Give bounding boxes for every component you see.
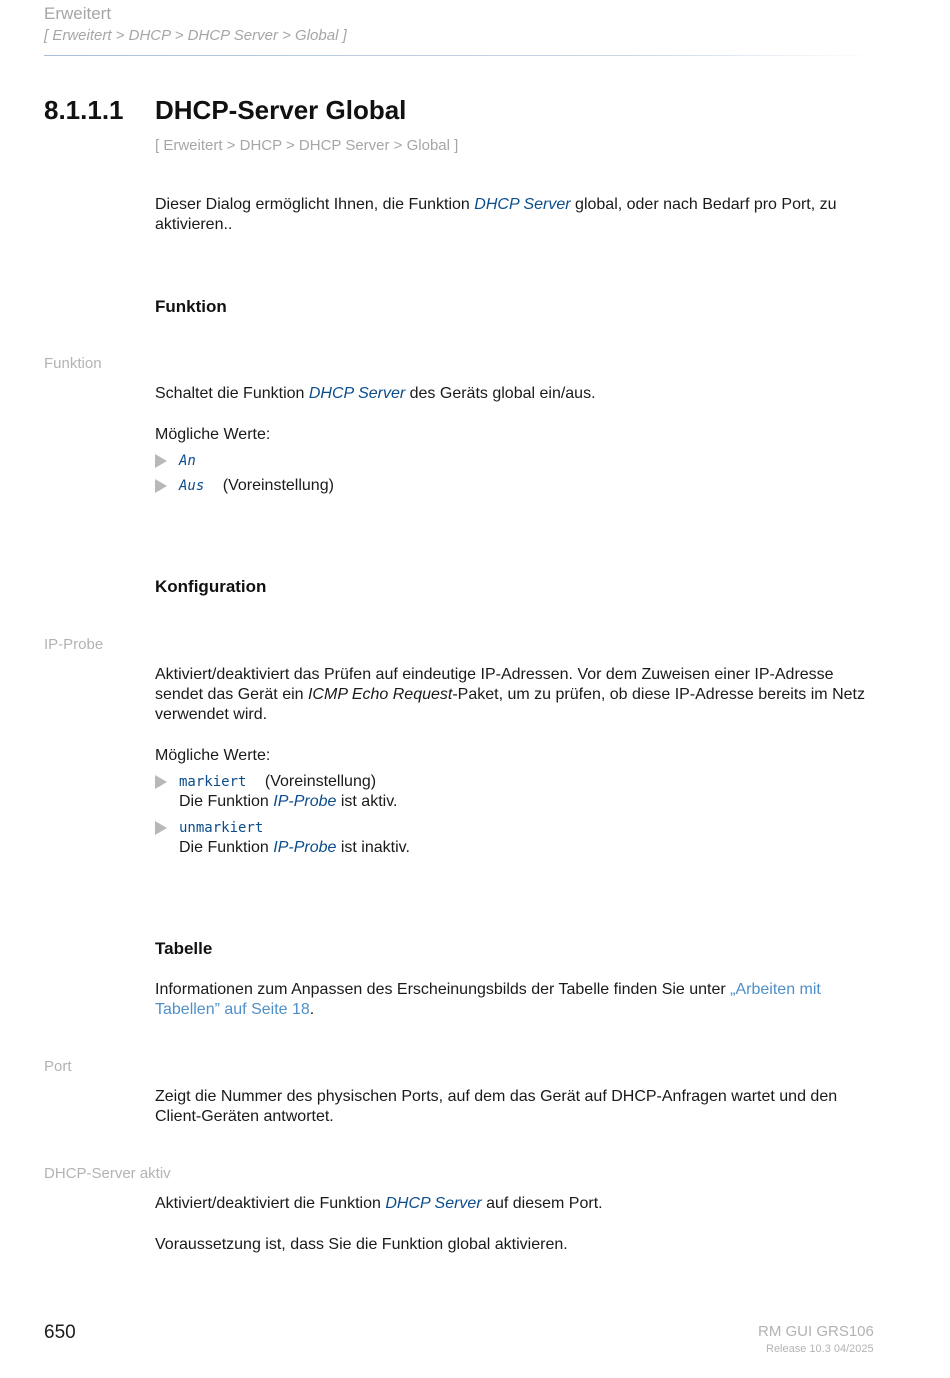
ip-probe-side-label: IP-Probe [44, 636, 104, 653]
funktion-heading: Funktion [155, 297, 227, 316]
funktion-value-note: (Voreinstellung) [222, 477, 334, 494]
intro-text-before: Dieser Dialog ermöglicht Ihnen, die Funktion [155, 196, 475, 213]
ip-probe-values-label: Mögliche Werte: [155, 747, 271, 764]
triangle-bullet-icon [155, 821, 167, 835]
dhcp-aktiv-desc-before: Aktiviert/deaktiviert die Funktion [155, 1195, 386, 1212]
ip-probe-desc-term: ICMP Echo Request [307, 686, 453, 703]
funktion-value: An [179, 453, 196, 469]
dhcp-server-aktiv-note: Voraussetzung ist, dass Sie die Funktion global aktivieren. [155, 1236, 568, 1253]
funktion-desc-term: DHCP Server [308, 385, 406, 402]
dhcp-server-aktiv-description [155, 1194, 885, 1214]
tabelle-desc-after: . [309, 1001, 315, 1018]
tabelle-link[interactable]: „Arbeiten mit Tabellen” auf Seite 18 [155, 981, 821, 1018]
running-header-breadcrumb: [ Erweitert > DHCP > DHCP Server > Global ] [44, 27, 347, 44]
ip-probe-value-desc-after: ist inaktiv. [336, 839, 410, 856]
intro-term: DHCP Server [474, 196, 571, 213]
ip-probe-value-desc-before: Die Funktion [179, 839, 274, 856]
ip-probe-value: unmarkiert [179, 820, 264, 836]
port-side-label: Port [44, 1058, 72, 1075]
page-number: 650 [44, 1322, 76, 1343]
tabelle-desc-before: Informationen zum Anpassen des Erscheinungsbilds der Tabelle finden Sie unter [155, 981, 731, 998]
ip-probe-desc-before: Aktiviert/deaktiviert das Prüfen auf eindeutige IP-Adressen. Vor dem Zuweisen einer IP-Adresse sendet das Gerät ein [155, 666, 834, 703]
ip-probe-value-desc-term: IP-Probe [273, 839, 337, 856]
triangle-bullet-icon [155, 775, 167, 789]
intro-text-after: global, oder nach Bedarf pro Port, zu aktivieren.. [155, 196, 837, 233]
ip-probe-value-note: (Voreinstellung) [264, 773, 377, 790]
document-name: RM GUI GRS106 [758, 1323, 874, 1340]
funktion-value-item [155, 476, 875, 496]
section-number: 8.1.1.1 [44, 95, 124, 125]
dhcp-server-aktiv-side-label: DHCP-Server aktiv [44, 1165, 171, 1182]
ip-probe-description [155, 665, 885, 725]
triangle-bullet-icon [155, 479, 167, 493]
konfiguration-heading: Konfiguration [155, 577, 267, 596]
funktion-values-label: Mögliche Werte: [155, 426, 271, 443]
ip-probe-desc-after: -Paket, um zu prüfen, ob diese IP-Adresse bereits im Netz verwendet wird. [155, 686, 865, 723]
section-title: DHCP-Server Global [155, 95, 407, 125]
running-header-title: Erweitert [44, 4, 112, 23]
dhcp-aktiv-desc-term: DHCP Server [385, 1195, 482, 1212]
funktion-value-item [155, 451, 875, 471]
intro-paragraph [155, 195, 885, 235]
funktion-desc-after: des Geräts global ein/aus. [405, 385, 596, 402]
tabelle-heading: Tabelle [155, 939, 213, 958]
ip-probe-value-desc-term: IP-Probe [273, 793, 337, 810]
ip-probe-value: markiert [179, 774, 247, 790]
section-breadcrumb: [ Erweitert > DHCP > DHCP Server > Global ] [155, 137, 459, 154]
tabelle-description [155, 980, 885, 1020]
funktion-value: Aus [179, 478, 205, 494]
triangle-bullet-icon [155, 454, 167, 468]
release-info: Release 10.3 04/2025 [766, 1343, 874, 1355]
funktion-side-label: Funktion [44, 355, 102, 372]
funktion-desc-before: Schaltet die Funktion [155, 385, 309, 402]
ip-probe-value-item [155, 772, 875, 812]
ip-probe-value-desc-after: ist aktiv. [336, 793, 398, 810]
port-description: Zeigt die Nummer des physischen Ports, auf dem das Gerät auf DHCP-Anfragen wartet und den Client-Geräten antwortet. [155, 1088, 838, 1125]
ip-probe-value-item [155, 818, 875, 858]
funktion-description [155, 384, 885, 404]
header-divider [44, 55, 874, 56]
ip-probe-value-desc-before: Die Funktion [179, 793, 274, 810]
dhcp-aktiv-desc-after: auf diesem Port. [481, 1195, 603, 1212]
